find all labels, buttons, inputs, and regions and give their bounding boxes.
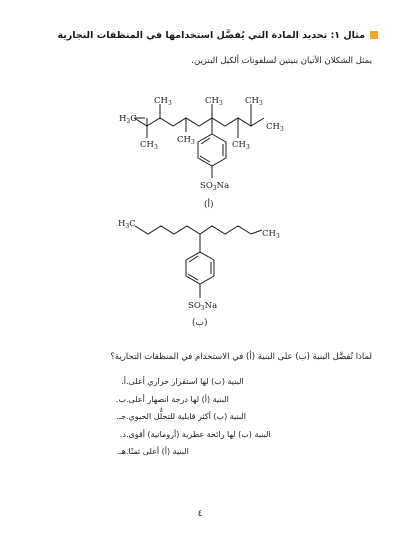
structure-a-double-bond — [200, 156, 210, 162]
answer-option[interactable] — [110, 395, 370, 413]
intro-text: يمثل الشكلان الآتيان بنيتين لسلفونات ألكيل البنزين. — [191, 56, 372, 66]
structure-a-double-bond — [201, 138, 210, 144]
structure-a-h3c-label: $H_3C$ — [119, 114, 137, 125]
structure-a-benzene-ring — [198, 134, 226, 166]
answer-option[interactable] — [110, 412, 370, 430]
structure-a-ch3-label: $CH_3$ — [140, 140, 158, 151]
answer-option[interactable] — [110, 447, 370, 465]
structure-b-ch3-label: $CH_3$ — [262, 229, 280, 240]
structure-a-so3na-label: $SO_3Na$ — [200, 181, 230, 192]
structure-a-ch3-label: $CH_3$ — [154, 96, 172, 107]
option-text: البنية (ب) أكثر قابلية للتحلُّل الحيوي. — [126, 412, 246, 422]
option-letter: جـ. — [116, 412, 126, 422]
option-letter: ب. — [115, 394, 126, 404]
structure-b-backbone — [135, 226, 262, 234]
structure-a-ch3-label: $CH_3$ — [232, 140, 250, 151]
option-text: البنية (أ) أعلى ثمنًا. — [126, 447, 189, 457]
structure-a-backbone — [134, 118, 264, 126]
option-text: البنية (أ) لها درجة انصهار أعلى. — [126, 394, 229, 404]
page-number: ٤ — [197, 509, 203, 519]
structure-b-so3na-label: $SO_3Na$ — [188, 301, 218, 312]
option-text: البنية (ب) لها رائحة عطرية (أروماتية) أقوى. — [126, 429, 271, 439]
answer-option[interactable] — [110, 377, 370, 395]
structure-b-label: (ب) — [192, 318, 208, 328]
option-letter: أ. — [121, 377, 126, 386]
structure-a-label: (أ) — [204, 200, 214, 210]
answer-option[interactable] — [110, 430, 370, 448]
example-title: مثال ١: تحديد المادة التي يُفضَّل استخدامها في المنظفات التجارية — [57, 29, 365, 41]
structure-b-diagram — [0, 212, 400, 322]
example-title-row — [20, 26, 378, 44]
question-text: لماذا تُفضَّل البنية (ب) على البنية (أ) في الاستخدام في المنظفات التجارية؟ — [110, 352, 372, 362]
structure-b-double-bond — [189, 256, 198, 262]
title-marker-square — [370, 31, 378, 39]
structure-a-ch3-label: $CH_3$ — [245, 96, 263, 107]
option-letter: هـ. — [116, 447, 126, 457]
option-letter: د. — [119, 429, 126, 439]
structure-a-ch3-label: $CH_3$ — [205, 96, 223, 107]
structure-b-h3c-label: $H_3C$ — [118, 219, 136, 230]
structure-a-ch3-label: $CH_3$ — [177, 135, 195, 146]
answer-options — [110, 377, 370, 465]
structure-b-double-bond — [188, 274, 198, 280]
structure-a-ch3-label: $CH_3$ — [266, 122, 284, 133]
structure-b-benzene-ring — [186, 252, 214, 284]
option-text: البنية (ب) لها استقرار حراري أعلى. — [126, 377, 244, 386]
